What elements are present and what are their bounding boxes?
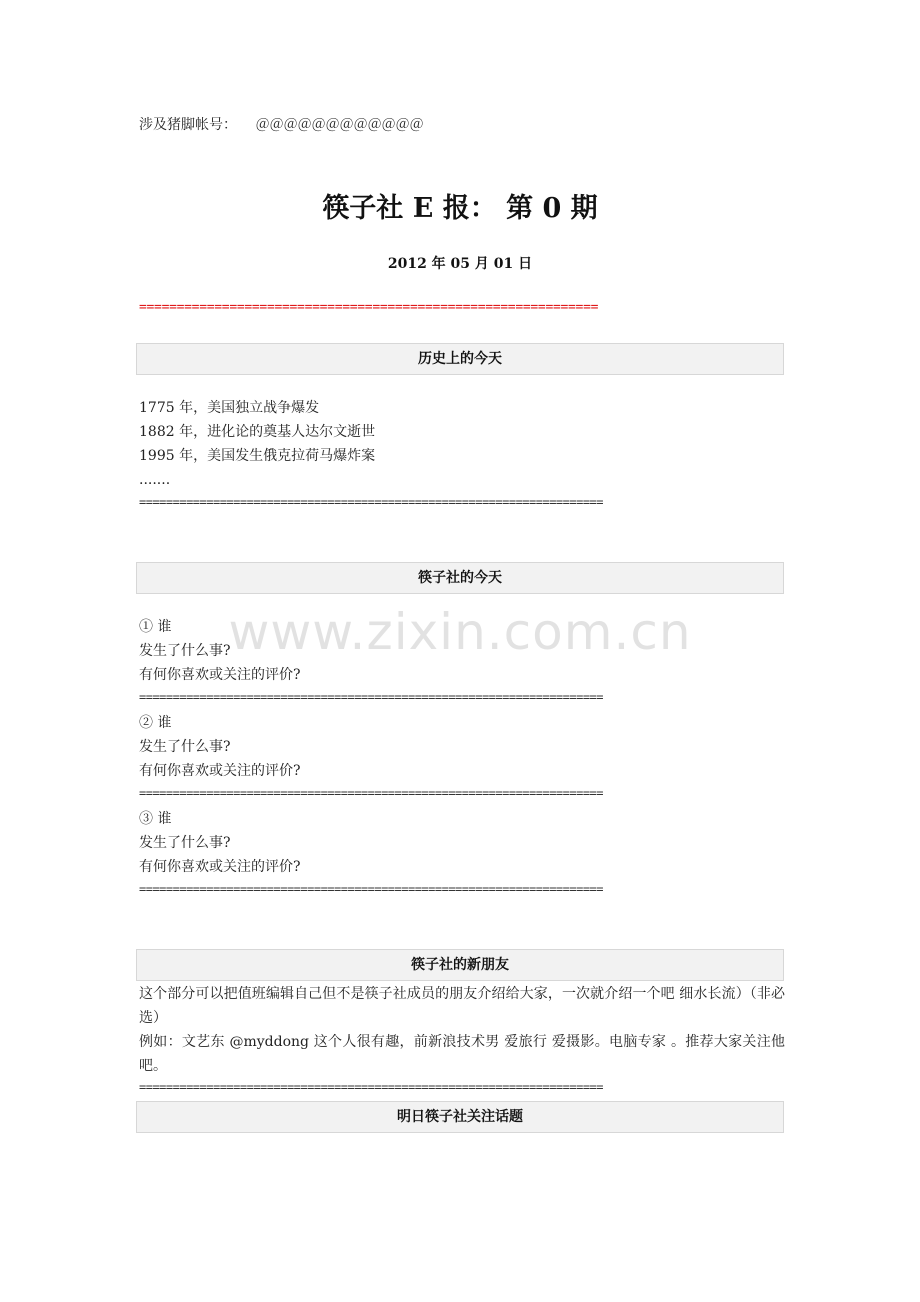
red-divider: ============================================================= (139, 300, 599, 315)
new-friends-example: 例如：文艺东 @myddong 这个人很有趣，前新浪技术男 爱旅行 爱摄影。电脑专家 。推荐大家关注他吧。 (139, 1034, 785, 1074)
history-heading: 历史上的今天 (136, 343, 784, 375)
page-title: 筷子社 E 报： 第 0 期 (322, 193, 598, 224)
today-who: ② 谁 (139, 715, 172, 731)
history-item: 1775 年，美国独立战争爆发 (139, 400, 320, 416)
account-line (139, 113, 423, 137)
today-comment: 有何你喜欢或关注的评价? (139, 859, 301, 875)
today-who: ③ 谁 (139, 811, 172, 827)
history-item: 1882 年，进化论的奠基人达尔文逝世 (139, 424, 376, 440)
divider: ===================================================================== (139, 1080, 603, 1094)
divider: ===================================================================== (139, 690, 603, 704)
issue-date: 2012 年 05 月 01 日 (387, 256, 533, 272)
divider: ===================================================================== (139, 786, 603, 800)
today-who: ① 谁 (139, 619, 172, 635)
today-item-1 (139, 615, 301, 687)
new-friends-heading: 筷子社的新朋友 (136, 949, 784, 981)
account-label: 涉及猪脚帐号： (139, 117, 237, 133)
today-item-3 (139, 807, 301, 879)
today-item-2 (139, 711, 301, 783)
history-item: ....... (139, 472, 171, 488)
account-value: ＠＠＠＠＠＠＠＠＠＠＠＠ (255, 117, 424, 133)
history-list (139, 396, 375, 492)
divider: ===================================================================== (139, 495, 603, 509)
watermark: www.zixin.com.cn (228, 603, 692, 661)
tomorrow-heading: 明日筷子社关注话题 (136, 1101, 784, 1133)
today-what: 发生了什么事? (139, 643, 231, 659)
history-item: 1995 年，美国发生俄克拉荷马爆炸案 (139, 448, 376, 464)
today-comment: 有何你喜欢或关注的评价? (139, 763, 301, 779)
today-comment: 有何你喜欢或关注的评价? (139, 667, 301, 683)
today-what: 发生了什么事? (139, 835, 231, 851)
today-what: 发生了什么事? (139, 739, 231, 755)
divider: ===================================================================== (139, 882, 603, 896)
today-heading: 筷子社的今天 (136, 562, 784, 594)
new-friends-intro: 这个部分可以把值班编辑自己但不是筷子社成员的朋友介绍给大家，一次就介绍一个吧 细水长流）（非必选） (139, 986, 785, 1026)
